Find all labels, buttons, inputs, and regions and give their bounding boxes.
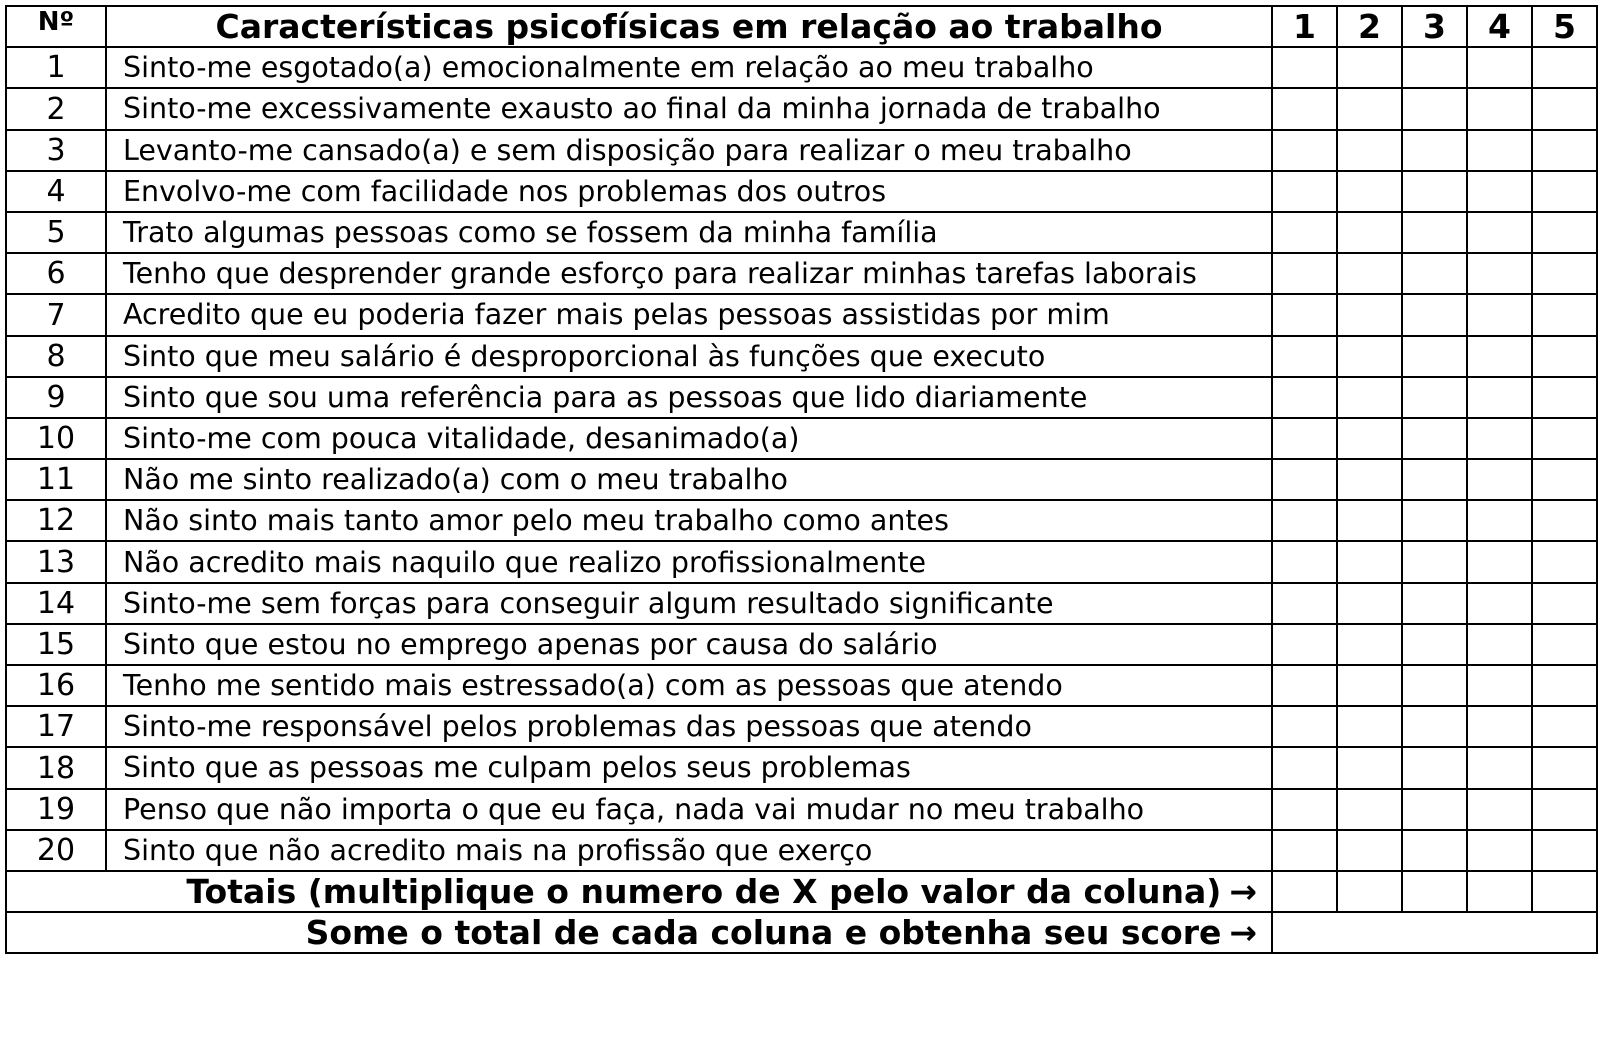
burnout-questionnaire-table <box>5 5 1598 954</box>
answer-cell-1[interactable] <box>1272 130 1337 171</box>
answer-cell-4[interactable] <box>1467 459 1532 500</box>
answer-cell-1[interactable] <box>1272 294 1337 335</box>
answer-cell-1[interactable] <box>1272 747 1337 788</box>
answer-cell-4[interactable] <box>1467 789 1532 830</box>
totals-row <box>6 871 1597 912</box>
answer-cell-3[interactable] <box>1402 583 1467 624</box>
table-row <box>6 830 1597 871</box>
item-number: 9 <box>6 377 106 418</box>
answer-cell-5[interactable] <box>1532 253 1597 294</box>
item-number: 3 <box>6 130 106 171</box>
answer-cell-2[interactable] <box>1337 336 1402 377</box>
answer-cell-5[interactable] <box>1532 130 1597 171</box>
table-row <box>6 500 1597 541</box>
item-number: 17 <box>6 706 106 747</box>
answer-cell-4[interactable] <box>1467 47 1532 88</box>
arrow-right-icon: → <box>1229 913 1257 953</box>
table-row <box>6 541 1597 582</box>
answer-cell-2[interactable] <box>1337 171 1402 212</box>
item-number: 2 <box>6 88 106 129</box>
answer-cell-5[interactable] <box>1532 459 1597 500</box>
header-row <box>6 6 1597 47</box>
item-number: 5 <box>6 212 106 253</box>
total-cell-5[interactable] <box>1532 871 1597 912</box>
item-statement: Sinto-me sem forças para conseguir algum resultado significante <box>106 583 1272 624</box>
answer-cell-1[interactable] <box>1272 171 1337 212</box>
answer-cell-2[interactable] <box>1337 294 1402 335</box>
answer-cell-3[interactable] <box>1402 830 1467 871</box>
answer-cell-5[interactable] <box>1532 789 1597 830</box>
table-row <box>6 171 1597 212</box>
answer-cell-2[interactable] <box>1337 747 1402 788</box>
answer-cell-5[interactable] <box>1532 47 1597 88</box>
answer-cell-1[interactable] <box>1272 418 1337 459</box>
table-row <box>6 130 1597 171</box>
answer-cell-3[interactable] <box>1402 665 1467 706</box>
item-statement: Penso que não importa o que eu faça, nada vai mudar no meu trabalho <box>106 789 1272 830</box>
answer-cell-4[interactable] <box>1467 665 1532 706</box>
answer-cell-2[interactable] <box>1337 789 1402 830</box>
answer-cell-2[interactable] <box>1337 624 1402 665</box>
item-number: 6 <box>6 253 106 294</box>
answer-cell-3[interactable] <box>1402 747 1467 788</box>
answer-cell-3[interactable] <box>1402 377 1467 418</box>
answer-cell-1[interactable] <box>1272 212 1337 253</box>
answer-cell-5[interactable] <box>1532 706 1597 747</box>
answer-cell-4[interactable] <box>1467 418 1532 459</box>
answer-cell-1[interactable] <box>1272 459 1337 500</box>
answer-cell-3[interactable] <box>1402 253 1467 294</box>
answer-cell-3[interactable] <box>1402 130 1467 171</box>
total-cell-3[interactable] <box>1402 871 1467 912</box>
answer-cell-1[interactable] <box>1272 500 1337 541</box>
totals-label-cell <box>6 871 1272 912</box>
table-row <box>6 47 1597 88</box>
table-row <box>6 706 1597 747</box>
answer-cell-1[interactable] <box>1272 541 1337 582</box>
header-scale-5: 5 <box>1532 6 1597 47</box>
answer-cell-5[interactable] <box>1532 624 1597 665</box>
item-statement: Sinto que meu salário é desproporcional às funções que executo <box>106 336 1272 377</box>
total-cell-4[interactable] <box>1467 871 1532 912</box>
answer-cell-5[interactable] <box>1532 171 1597 212</box>
answer-cell-5[interactable] <box>1532 830 1597 871</box>
item-statement: Acredito que eu poderia fazer mais pelas pessoas assistidas por mim <box>106 294 1272 335</box>
answer-cell-4[interactable] <box>1467 377 1532 418</box>
answer-cell-2[interactable] <box>1337 418 1402 459</box>
answer-cell-4[interactable] <box>1467 336 1532 377</box>
answer-cell-1[interactable] <box>1272 336 1337 377</box>
answer-cell-1[interactable] <box>1272 624 1337 665</box>
answer-cell-5[interactable] <box>1532 500 1597 541</box>
item-statement: Tenho me sentido mais estressado(a) com as pessoas que atendo <box>106 665 1272 706</box>
answer-cell-4[interactable] <box>1467 830 1532 871</box>
answer-cell-2[interactable] <box>1337 541 1402 582</box>
item-number: 18 <box>6 747 106 788</box>
answer-cell-5[interactable] <box>1532 88 1597 129</box>
answer-cell-3[interactable] <box>1402 459 1467 500</box>
answer-cell-4[interactable] <box>1467 171 1532 212</box>
answer-cell-3[interactable] <box>1402 706 1467 747</box>
table-row <box>6 212 1597 253</box>
answer-cell-1[interactable] <box>1272 706 1337 747</box>
table-row <box>6 377 1597 418</box>
answer-cell-3[interactable] <box>1402 88 1467 129</box>
item-number: 10 <box>6 418 106 459</box>
answer-cell-4[interactable] <box>1467 130 1532 171</box>
item-statement: Trato algumas pessoas como se fossem da minha família <box>106 212 1272 253</box>
table-row <box>6 418 1597 459</box>
table-row <box>6 88 1597 129</box>
answer-cell-4[interactable] <box>1467 212 1532 253</box>
table-row <box>6 336 1597 377</box>
answer-cell-5[interactable] <box>1532 336 1597 377</box>
answer-cell-4[interactable] <box>1467 500 1532 541</box>
answer-cell-5[interactable] <box>1532 583 1597 624</box>
answer-cell-3[interactable] <box>1402 418 1467 459</box>
answer-cell-3[interactable] <box>1402 294 1467 335</box>
score-label-cell <box>6 912 1272 953</box>
answer-cell-2[interactable] <box>1337 706 1402 747</box>
item-number: 15 <box>6 624 106 665</box>
answer-cell-1[interactable] <box>1272 583 1337 624</box>
item-statement: Não me sinto realizado(a) com o meu trabalho <box>106 459 1272 500</box>
answer-cell-3[interactable] <box>1402 171 1467 212</box>
answer-cell-1[interactable] <box>1272 789 1337 830</box>
answer-cell-1[interactable] <box>1272 665 1337 706</box>
answer-cell-5[interactable] <box>1532 747 1597 788</box>
answer-cell-5[interactable] <box>1532 377 1597 418</box>
answer-cell-3[interactable] <box>1402 789 1467 830</box>
total-cell-1[interactable] <box>1272 871 1337 912</box>
table-row <box>6 624 1597 665</box>
score-cell[interactable] <box>1272 912 1597 953</box>
item-number: 14 <box>6 583 106 624</box>
item-statement: Envolvo-me com facilidade nos problemas dos outros <box>106 171 1272 212</box>
table-row <box>6 294 1597 335</box>
item-number: 20 <box>6 830 106 871</box>
answer-cell-1[interactable] <box>1272 253 1337 294</box>
item-statement: Sinto que sou uma referência para as pessoas que lido diariamente <box>106 377 1272 418</box>
answer-cell-2[interactable] <box>1337 377 1402 418</box>
table-row <box>6 747 1597 788</box>
items-body <box>6 47 1597 953</box>
answer-cell-1[interactable] <box>1272 47 1337 88</box>
table-row <box>6 789 1597 830</box>
answer-cell-4[interactable] <box>1467 88 1532 129</box>
answer-cell-3[interactable] <box>1402 541 1467 582</box>
item-statement: Sinto-me com pouca vitalidade, desanimado(a) <box>106 418 1272 459</box>
item-statement: Levanto-me cansado(a) e sem disposição para realizar o meu trabalho <box>106 130 1272 171</box>
answer-cell-5[interactable] <box>1532 212 1597 253</box>
answer-cell-2[interactable] <box>1337 459 1402 500</box>
item-number: 11 <box>6 459 106 500</box>
table-row <box>6 459 1597 500</box>
item-statement: Tenho que desprender grande esforço para realizar minhas tarefas laborais <box>106 253 1272 294</box>
item-statement: Sinto que estou no emprego apenas por causa do salário <box>106 624 1272 665</box>
total-cell-2[interactable] <box>1337 871 1402 912</box>
score-row <box>6 912 1597 953</box>
item-statement: Não acredito mais naquilo que realizo profissionalmente <box>106 541 1272 582</box>
answer-cell-4[interactable] <box>1467 294 1532 335</box>
arrow-right-icon: → <box>1229 872 1257 912</box>
answer-cell-2[interactable] <box>1337 212 1402 253</box>
answer-cell-1[interactable] <box>1272 88 1337 129</box>
item-statement: Não sinto mais tanto amor pelo meu trabalho como antes <box>106 500 1272 541</box>
table-row <box>6 583 1597 624</box>
answer-cell-3[interactable] <box>1402 47 1467 88</box>
answer-cell-4[interactable] <box>1467 253 1532 294</box>
header-title: Características psicofísicas em relação ao trabalho <box>106 6 1272 47</box>
table-row <box>6 665 1597 706</box>
item-number: 7 <box>6 294 106 335</box>
item-number: 19 <box>6 789 106 830</box>
answer-cell-4[interactable] <box>1467 541 1532 582</box>
item-statement: Sinto-me esgotado(a) emocionalmente em relação ao meu trabalho <box>106 47 1272 88</box>
item-statement: Sinto-me excessivamente exausto ao final da minha jornada de trabalho <box>106 88 1272 129</box>
item-statement: Sinto que as pessoas me culpam pelos seus problemas <box>106 747 1272 788</box>
answer-cell-5[interactable] <box>1532 294 1597 335</box>
answer-cell-2[interactable] <box>1337 130 1402 171</box>
answer-cell-1[interactable] <box>1272 377 1337 418</box>
header-scale-1: 1 <box>1272 6 1337 47</box>
item-number: 4 <box>6 171 106 212</box>
item-number: 8 <box>6 336 106 377</box>
answer-cell-3[interactable] <box>1402 336 1467 377</box>
answer-cell-4[interactable] <box>1467 706 1532 747</box>
answer-cell-5[interactable] <box>1532 418 1597 459</box>
answer-cell-3[interactable] <box>1402 212 1467 253</box>
answer-cell-4[interactable] <box>1467 624 1532 665</box>
item-statement: Sinto que não acredito mais na profissão que exerço <box>106 830 1272 871</box>
answer-cell-4[interactable] <box>1467 747 1532 788</box>
answer-cell-2[interactable] <box>1337 47 1402 88</box>
answer-cell-2[interactable] <box>1337 88 1402 129</box>
totals-label: Totais (multiplique o numero de X pelo valor da coluna) <box>186 872 1222 912</box>
answer-cell-5[interactable] <box>1532 665 1597 706</box>
answer-cell-2[interactable] <box>1337 253 1402 294</box>
answer-cell-1[interactable] <box>1272 830 1337 871</box>
table-row <box>6 253 1597 294</box>
answer-cell-2[interactable] <box>1337 830 1402 871</box>
answer-cell-2[interactable] <box>1337 583 1402 624</box>
header-scale-4: 4 <box>1467 6 1532 47</box>
header-scale-2: 2 <box>1337 6 1402 47</box>
header-number: Nº <box>6 6 106 47</box>
item-number: 16 <box>6 665 106 706</box>
item-number: 1 <box>6 47 106 88</box>
answer-cell-5[interactable] <box>1532 541 1597 582</box>
answer-cell-3[interactable] <box>1402 624 1467 665</box>
item-number: 12 <box>6 500 106 541</box>
answer-cell-3[interactable] <box>1402 500 1467 541</box>
item-number: 13 <box>6 541 106 582</box>
answer-cell-2[interactable] <box>1337 665 1402 706</box>
item-statement: Sinto-me responsável pelos problemas das pessoas que atendo <box>106 706 1272 747</box>
answer-cell-4[interactable] <box>1467 583 1532 624</box>
answer-cell-2[interactable] <box>1337 500 1402 541</box>
score-label: Some o total de cada coluna e obtenha seu score <box>305 913 1222 953</box>
header-scale-3: 3 <box>1402 6 1467 47</box>
